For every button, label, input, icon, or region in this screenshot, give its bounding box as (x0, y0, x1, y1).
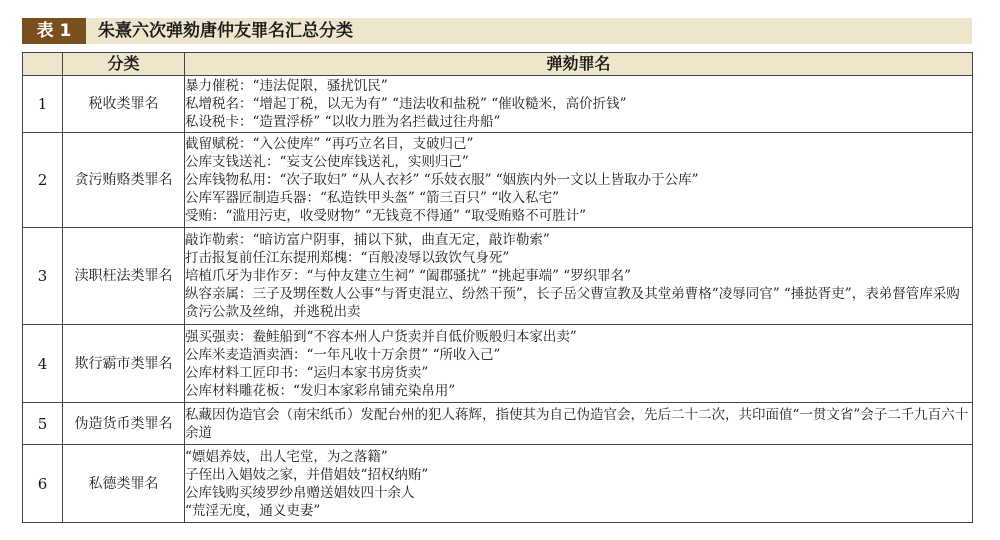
category-label: 贪污贿赂类罪名 (74, 172, 173, 188)
charge-line: 私设税卡：“造置浮桥” “以收力胜为名拦截过往舟船” (185, 114, 501, 130)
row-number: 6 (23, 445, 63, 523)
charge-line: 公库材料工匠印书：“运归本家书房货卖” (185, 364, 429, 381)
charge-line: 打击报复前任江东提刑郑槐：“百般凌辱以致饮气身死” (185, 250, 510, 266)
table-row (23, 133, 973, 228)
row-charges (185, 325, 973, 403)
row-category (63, 133, 185, 228)
row-category (63, 76, 185, 133)
table-row (23, 228, 973, 325)
row-charges (185, 76, 973, 133)
row-number: 1 (23, 76, 63, 133)
row-number: 2 (23, 133, 63, 228)
row-category (63, 228, 185, 325)
category-label: 伪造货币类罪名 (74, 415, 173, 432)
header-category: 分类 (63, 53, 185, 76)
category-label: 欺行霸市类罪名 (74, 355, 173, 372)
table-title-bar (22, 18, 972, 44)
charge-line: 公库钱物私用：“次子取妇” “从人衣衫” “乐妓衣服” “姻族内外一文以上皆取办于公库” (185, 172, 699, 188)
charge-line: 强买强卖：鲞鲑船到“不容本州人户货卖并自低价贩般归本家出卖” (185, 328, 577, 345)
row-number: 3 (23, 228, 63, 325)
row-charges (185, 403, 973, 445)
charge-line: 纵容亲属：三子及甥侄数人公事“与胥吏混立、纷然干预”，长子岳父曹宣教及其堂弟曹格“凌辱同官” “捶挞胥吏”，表弟督管库采购贪污公款及丝绵，并逃税出卖 (185, 286, 960, 320)
charge-line: 公库材料雕花板：“发归本家彩帛铺充染帛用” (185, 382, 456, 399)
charge-line: 子侄出入娼妓之家，并借娼妓“招权纳贿” (185, 466, 429, 483)
row-category (63, 403, 185, 445)
table-row (23, 445, 973, 523)
row-category (63, 325, 185, 403)
table-row (23, 403, 973, 445)
row-charges (185, 228, 973, 325)
row-category (63, 445, 185, 523)
table-title: 朱熹六次弹劾唐仲友罪名汇总分类 (98, 21, 353, 41)
charge-line: 暴力催税：“违法促限，骚扰饥民” (185, 78, 388, 94)
charge-line: 公库支钱送礼：“妄支公使库钱送礼，实则归己” (185, 154, 469, 170)
charge-line: 培植爪牙为非作歹：“与仲友建立生祠” “阖郡骚扰” “挑起事端” “罗织罪名” (185, 268, 632, 284)
charge-line: “荒淫无度，通义吏妻” (185, 502, 321, 519)
charges-table (22, 52, 973, 523)
category-label: 渎职枉法类罪名 (74, 268, 173, 284)
header-row (23, 53, 973, 76)
charge-line: 私藏因伪造官会（南宋纸币）发配台州的犯人蒋辉，指使其为自己伪造官会，先后二十二次，共印面值“一贯文省”会子二千九百六十余道 (185, 406, 969, 441)
charge-line: 公库米麦造酒卖酒：“一年凡收十万余贯” “所收入己” (185, 346, 501, 363)
header-charges: 弹劾罪名 (185, 53, 973, 76)
table-number-tag: 表 1 (22, 18, 86, 44)
charge-line: 敲诈勒索：“暗访富户阴事，捕以下狱，曲直无定，敲诈勒索” (185, 232, 550, 248)
table-row (23, 76, 973, 133)
row-number: 4 (23, 325, 63, 403)
charge-line: 截留赋税：“入公使库” “再巧立名目，支破归己” (185, 136, 474, 152)
charge-line: 公库钱购买绫罗纱帛赠送娼妓四十余人 (185, 484, 415, 501)
row-number: 5 (23, 403, 63, 445)
charge-line: 受贿：“滥用污吏，收受财物” “无钱竟不得通” “取受贿赂不可胜计” (185, 208, 586, 224)
row-charges (185, 445, 973, 523)
charge-line: “嫖娼养妓，出人宅堂，为之落籍” (185, 448, 388, 465)
charge-line: 私增税名：“增起丁税，以无为有” “违法收和盐税” “催收糙米，高价折钱” (185, 96, 627, 112)
header-number (23, 53, 63, 76)
table-row (23, 325, 973, 403)
row-charges (185, 133, 973, 228)
category-label: 税收类罪名 (88, 96, 159, 112)
charge-line: 公库军器匠制造兵器：“私造铁甲头盔” “箭三百只” “收入私宅” (185, 190, 559, 206)
category-label: 私德类罪名 (88, 475, 159, 492)
